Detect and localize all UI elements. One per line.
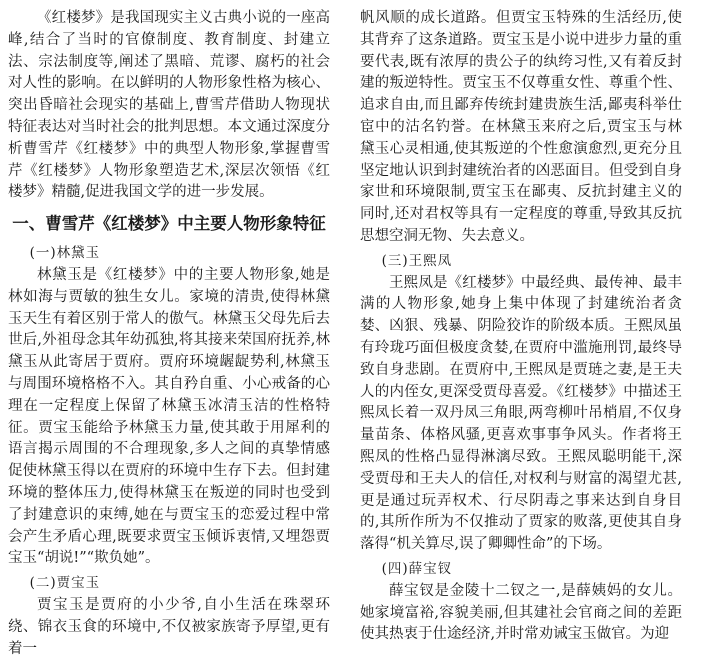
paragraph-jia-baoyu-continued: 帆风顺的成长道路。但贾宝玉特殊的生活经历,使其背弃了这条道路。贾宝玉是小说中进步力量的重要代表,既有浓厚的贵公子的纨绔习性,又有着反封建的叛逆特性。贾宝玉不仅尊重女性、尊重个性、追求自由,而且鄙弃传统封建贵族生活,鄙夷科举仕宦中的沽名钓誉。在林黛玉来府之后,贾宝玉与林黛玉心灵相通,使其叛逆的个性愈演愈烈,更充分且坚定地认识到封建统治者的凶恶面目。但受到自身家世和环境限制,贾宝玉在鄙夷、反抗封建主义的同时,还对君权等具有一定程度的尊重,导致其反抗思想空洞无物、失去意义。: [360, 10, 682, 244]
intro-paragraph: 《红楼梦》是我国现实主义古典小说的一座高峰,结合了当时的官僚制度、教育制度、封建立法、宗法制度等,阐述了黑暗、荒谬、腐朽的社会对人性的影响。在以鲜明的人物形象性格为核心、突出昏暗社会现实的基础上,曹雪芹借助人物现状特征表达对当时社会的批判思想。本文通过深度分析曹雪芹《红楼梦》中的典型人物形象,掌握曹雪芹《红楼梦》人物形象塑造艺术,深层次领悟《红楼梦》精髓,促进我国文学的进一步发展。: [8, 10, 330, 201]
paragraph-jia-baoyu: 贾宝玉是贾府的小少爷,自小生活在珠翠环绕、锦衣玉食的环境中,不仅被家族寄予厚望,更有着一: [8, 596, 330, 657]
paragraph-lin-daiyu: 林黛玉是《红楼梦》中的主要人物形象,她是林如海与贾敏的独生女儿。家境的清贵,使得林黛玉天生有着区别于常人的傲气。林黛玉父母先后去世后,外祖母念其年幼孤独,将其接来荣国府抚养,林黛玉从此寄居于贾府。贾府环境龌龊势利,林黛玉与周围环境格格不入。其自矜自重、小心戒备的心理在一定程度上保留了林黛玉冰清玉洁的性格特征。贾宝玉能给予林黛玉力量,使其敢于用犀利的语言揭示周围的不合理现象,多人之间的真挚情感促使林黛玉得以在贾府的环境中生存下去。但封建环境的整体压力,使得林黛玉在叛逆的同时也受到了封建意识的束缚,她在与贾宝玉的恋爱过程中常会产生矛盾心理,既要求贾宝玉倾诉衷情,又埋怨贾宝玉“胡说!”“欺负她”。: [8, 266, 330, 567]
left-column: [8, 8, 330, 660]
section-heading: 一、曹雪芹《红楼梦》中主要人物形象特征: [12, 214, 326, 234]
subheading-jia-baoyu: (二)贾宝玉: [29, 575, 101, 592]
subheading-wang-xifeng: (三)王熙凤: [381, 252, 453, 269]
subheading-xue-baochai: (四)薛宝钗: [381, 560, 453, 577]
paragraph-wang-xifeng: 王熙凤是《红楼梦》中最经典、最传神、最丰满的人物形象,她身上集中体现了封建统治者贪婪、凶狠、残暴、阴险狡诈的阶级本质。王熙凤虽有玲珑巧面但极度贪婪,在贾府中滥施刑罚,最终导致自身悲剧。在贾府中,王熙凤是贾琏之妻,是王夫人的内侄女,更深受贾母喜爱。《红楼梦》中描述王熙凤长着一双丹凤三角眼,两弯柳叶吊梢眉,不仅身量苗条、体格风骚,更喜欢事事争风头。作者将王熙凤的性格凸显得淋漓尽致。王熙凤聪明能干,深受贾母和王夫人的信任,对权利与财富的渴望尤甚,更是通过玩弄权术、行尽阴毒之事来达到自身目的,其所作所为不仅推动了贾家的败落,更使其自身落得“机关算尽,误了卿卿性命”的下场。: [360, 274, 682, 553]
right-column: [360, 8, 682, 646]
paragraph-xue-baochai: 薛宝钗是金陵十二钗之一,是薛姨妈的女儿。她家境富裕,容貌美丽,但其建社会官商之间的差距使其热衷于仕途经济,并时常劝诫宝玉做官。为迎: [360, 582, 682, 643]
subheading-lin-daiyu: (一)林黛玉: [29, 245, 101, 262]
